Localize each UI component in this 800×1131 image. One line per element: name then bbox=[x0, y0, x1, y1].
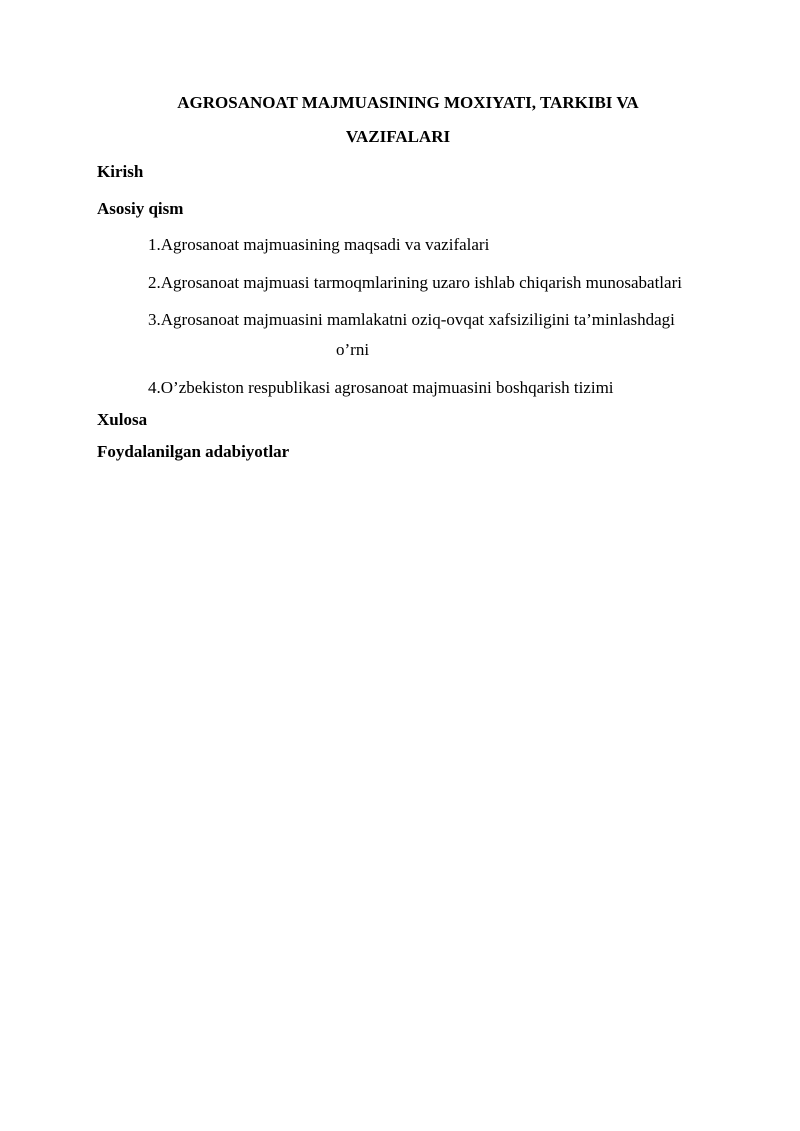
document-title-line-2: VAZIFALARI bbox=[345, 127, 451, 146]
section-asosiy-qism: Asosiy qism bbox=[97, 199, 184, 218]
contents-item-1: 1.Agrosanoat majmuasining maqsadi va vazifalari bbox=[148, 235, 490, 254]
contents-item-4: 4.O’zbekiston respublikasi agrosanoat majmuasini boshqarish tizimi bbox=[148, 378, 614, 397]
document-title-line-1: AGROSANOAT MAJMUASINING MOXIYATI, TARKIBI VA bbox=[177, 93, 639, 112]
contents-item-2: 2.Agrosanoat majmuasi tarmoqmlarining uzaro ishlab chiqarish munosabatlari bbox=[148, 273, 682, 292]
contents-item-3-continuation: o’rni bbox=[336, 340, 370, 359]
section-foydalanilgan-adabiyotlar: Foydalanilgan adabiyotlar bbox=[97, 442, 290, 461]
section-xulosa: Xulosa bbox=[97, 410, 148, 429]
contents-item-3: 3.Agrosanoat majmuasini mamlakatni oziq-ovqat xafsiziligini ta’minlashdagi bbox=[148, 310, 675, 329]
section-kirish: Kirish bbox=[97, 162, 144, 181]
